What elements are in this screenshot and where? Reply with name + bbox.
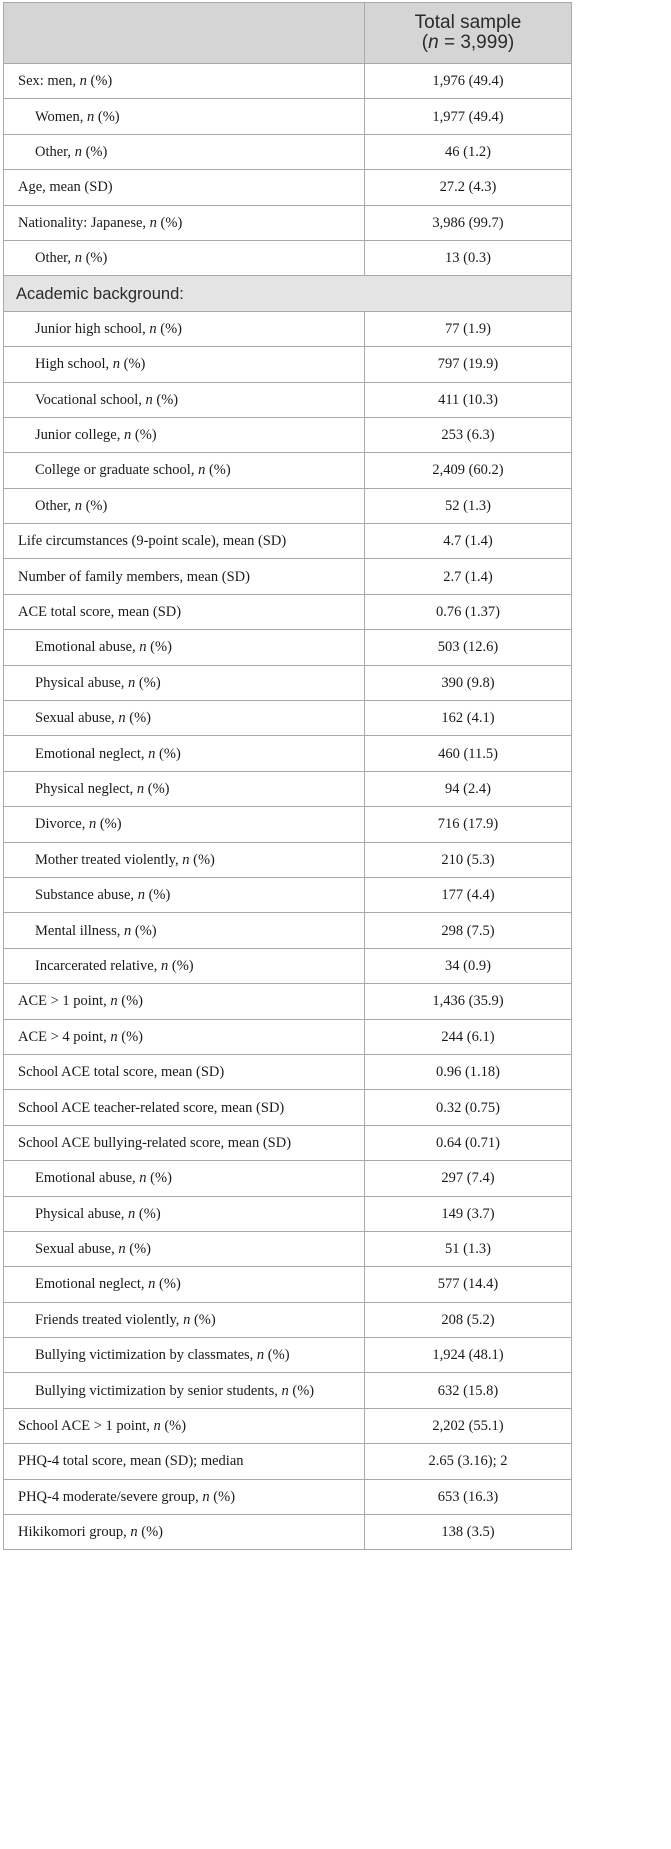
- row-label-text: Junior college,: [35, 427, 124, 444]
- row-value: 4.7 (1.4): [365, 524, 572, 559]
- n-symbol: n: [124, 427, 132, 444]
- row-label-text: Emotional neglect,: [35, 1276, 149, 1293]
- row-label-suffix: (%): [205, 462, 231, 479]
- row-value: 460 (11.5): [365, 736, 572, 771]
- row-value: 244 (6.1): [365, 1019, 572, 1054]
- row-value: 577 (14.4): [365, 1267, 572, 1302]
- table-row: [4, 1302, 572, 1337]
- row-label-suffix: (%): [131, 427, 157, 444]
- table-row: [4, 807, 572, 842]
- row-label-suffix: (%): [190, 1311, 216, 1328]
- row-label-text: Mother treated violently,: [35, 851, 183, 868]
- row-label-text: School ACE > 1 point,: [18, 1418, 154, 1435]
- row-value: 390 (9.8): [365, 665, 572, 700]
- n-symbol: n: [124, 922, 132, 939]
- row-value: 2.7 (1.4): [365, 559, 572, 594]
- row-label: [4, 701, 365, 736]
- row-label: [4, 1267, 365, 1302]
- row-label: [4, 524, 365, 559]
- n-symbol: n: [74, 143, 82, 160]
- row-label: [4, 1479, 365, 1514]
- header-total-sample: [365, 3, 572, 64]
- table-row: [4, 1019, 572, 1054]
- table-row: [4, 1444, 572, 1479]
- row-value: 210 (5.3): [365, 842, 572, 877]
- row-value: 0.32 (0.75): [365, 1090, 572, 1125]
- row-label: [4, 807, 365, 842]
- table-row: [4, 665, 572, 700]
- n-symbol: n: [118, 710, 126, 727]
- row-value: 52 (1.3): [365, 488, 572, 523]
- row-label: [4, 630, 365, 665]
- row-value: 1,436 (35.9): [365, 984, 572, 1019]
- table-header: [4, 3, 572, 64]
- row-label-text: Sexual abuse,: [35, 710, 119, 727]
- row-label: [4, 382, 365, 417]
- row-label: [4, 1196, 365, 1231]
- row-label: [4, 877, 365, 912]
- row-label: [4, 488, 365, 523]
- row-label: [4, 984, 365, 1019]
- row-value: 77 (1.9): [365, 311, 572, 346]
- row-label-text: Physical neglect,: [35, 781, 137, 797]
- row-label-suffix: (%): [288, 1382, 315, 1399]
- row-value: 411 (10.3): [365, 382, 572, 417]
- row-label: [4, 99, 365, 134]
- n-symbol: n: [74, 497, 82, 514]
- table-body: [4, 64, 572, 1550]
- n-symbol: n: [130, 1524, 138, 1541]
- row-label: [4, 240, 365, 275]
- row-value: 1,976 (49.4): [365, 64, 572, 99]
- row-label-text: Age, mean (SD): [18, 179, 113, 196]
- row-value: 0.76 (1.37): [365, 594, 572, 629]
- row-label: [4, 1090, 365, 1125]
- row-label-suffix: (%): [135, 1205, 161, 1222]
- n-symbol: n: [128, 1205, 136, 1222]
- row-label-text: School ACE bullying-related score, mean (SD): [18, 1134, 292, 1151]
- table-row: [4, 205, 572, 240]
- table-row: [4, 1515, 572, 1550]
- row-label: [4, 64, 365, 99]
- n-symbol: n: [139, 1170, 147, 1187]
- n-symbol: n: [148, 745, 156, 762]
- row-label-text: ACE total score, mean (SD): [18, 604, 182, 621]
- table-row: [4, 701, 572, 736]
- row-label: [4, 736, 365, 771]
- row-label-suffix: (%): [209, 1488, 236, 1505]
- row-label-suffix: (%): [81, 143, 108, 160]
- row-value: 3,986 (99.7): [365, 205, 572, 240]
- header-n-symbol: n: [428, 32, 439, 53]
- row-label: [4, 1019, 365, 1054]
- row-label: [4, 1125, 365, 1160]
- n-symbol: n: [136, 781, 145, 797]
- table-row: [4, 134, 572, 169]
- row-label: [4, 1054, 365, 1089]
- table-row: [4, 1231, 572, 1266]
- row-value: 0.96 (1.18): [365, 1054, 572, 1089]
- n-symbol: n: [110, 1028, 118, 1045]
- n-symbol: n: [149, 214, 157, 231]
- table-row: [4, 382, 572, 417]
- table-row: [4, 453, 572, 488]
- row-value: 632 (15.8): [365, 1373, 572, 1408]
- table-row: [4, 1161, 572, 1196]
- n-symbol: n: [198, 462, 206, 479]
- row-label: [4, 842, 365, 877]
- row-label: [4, 594, 365, 629]
- n-symbol: n: [183, 1311, 191, 1328]
- row-label-text: Emotional neglect,: [35, 745, 149, 762]
- row-label-suffix: (%): [94, 108, 120, 125]
- table-row: [4, 630, 572, 665]
- row-label-text: Bullying victimization by classmates,: [35, 1347, 257, 1364]
- row-label-text: Hikikomori group,: [18, 1524, 131, 1541]
- row-value: 253 (6.3): [365, 417, 572, 452]
- row-value: 797 (19.9): [365, 347, 572, 382]
- n-symbol: n: [182, 851, 190, 868]
- row-label-suffix: (%): [125, 1241, 151, 1258]
- table-row: [4, 1196, 572, 1231]
- row-label-text: College or graduate school,: [35, 462, 199, 479]
- row-label-text: Other,: [35, 250, 75, 267]
- row-label-suffix: (%): [155, 745, 181, 762]
- row-label: [4, 1338, 365, 1373]
- row-label-text: Physical abuse,: [35, 1205, 129, 1222]
- row-value: 716 (17.9): [365, 807, 572, 842]
- table-row: [4, 1338, 572, 1373]
- row-label-text: Number of family members, mean (SD): [18, 568, 250, 585]
- row-label-text: Emotional abuse,: [35, 1170, 140, 1187]
- row-label: [4, 453, 365, 488]
- row-label-text: School ACE teacher-related score, mean (SD): [18, 1099, 285, 1116]
- table-row: [4, 488, 572, 523]
- row-label: [4, 347, 365, 382]
- row-label: [4, 913, 365, 948]
- n-symbol: n: [88, 816, 97, 833]
- row-label: [4, 134, 365, 169]
- row-label-text: ACE > 1 point,: [18, 993, 111, 1010]
- n-symbol: n: [153, 1418, 161, 1435]
- row-label-suffix: (%): [96, 816, 122, 833]
- table-row: [4, 170, 572, 205]
- row-label-suffix: (%): [137, 1524, 163, 1541]
- table-row: [4, 771, 572, 806]
- row-label: [4, 665, 365, 700]
- table-row: [4, 736, 572, 771]
- row-label: [4, 1231, 365, 1266]
- header-blank-cell: [4, 3, 365, 64]
- n-symbol: n: [74, 250, 82, 267]
- row-label-text: Bullying victimization by senior students,: [35, 1382, 282, 1399]
- section-heading: Academic background:: [4, 276, 572, 311]
- row-value: 2,409 (60.2): [365, 453, 572, 488]
- n-symbol: n: [281, 1382, 289, 1399]
- row-value: 2,202 (55.1): [365, 1408, 572, 1443]
- row-label-text: Divorce,: [35, 816, 89, 833]
- table-row: [4, 1267, 572, 1302]
- row-value: 46 (1.2): [365, 134, 572, 169]
- n-symbol: n: [202, 1488, 210, 1505]
- row-label: [4, 948, 365, 983]
- table-row: [4, 1479, 572, 1514]
- table-row: [4, 842, 572, 877]
- n-symbol: n: [110, 993, 118, 1010]
- table-row: [4, 524, 572, 559]
- header-row: [4, 3, 572, 64]
- row-label-suffix: (%): [152, 391, 179, 408]
- row-label-text: Other,: [35, 143, 75, 160]
- row-label: [4, 559, 365, 594]
- n-symbol: n: [137, 887, 145, 904]
- row-label-suffix: (%): [117, 1028, 143, 1045]
- characteristics-table: [3, 2, 572, 1550]
- header-open-paren: (: [421, 32, 429, 53]
- table-row: [4, 877, 572, 912]
- header-line2: [422, 32, 514, 53]
- n-symbol: n: [256, 1347, 265, 1364]
- row-label: [4, 771, 365, 806]
- row-label-text: Junior high school,: [35, 320, 150, 337]
- row-label-suffix: (%): [81, 497, 108, 514]
- row-value: 2.65 (3.16); 2: [365, 1444, 572, 1479]
- row-label-text: PHQ-4 moderate/severe group,: [18, 1488, 203, 1505]
- table-row: [4, 347, 572, 382]
- table-row: [4, 64, 572, 99]
- table-row: [4, 913, 572, 948]
- table-row: [4, 417, 572, 452]
- n-symbol: n: [149, 320, 157, 337]
- row-label: [4, 311, 365, 346]
- row-label-text: Mental illness,: [35, 922, 125, 939]
- row-label-text: School ACE total score, mean (SD): [18, 1064, 225, 1081]
- row-label-text: PHQ-4 total score, mean (SD); median: [18, 1453, 244, 1470]
- row-label-suffix: (%): [125, 710, 151, 727]
- row-label-suffix: (%): [156, 214, 183, 231]
- n-symbol: n: [148, 1276, 156, 1293]
- row-label-suffix: (%): [146, 1170, 172, 1187]
- row-label-suffix: (%): [144, 781, 170, 797]
- row-label-suffix: (%): [189, 851, 215, 868]
- header-n-value: = 3,999): [438, 32, 515, 53]
- row-value: 34 (0.9): [365, 948, 572, 983]
- n-symbol: n: [160, 957, 169, 974]
- row-label: [4, 1408, 365, 1443]
- table-row: [4, 594, 572, 629]
- row-label-suffix: (%): [135, 674, 161, 691]
- row-label-suffix: (%): [144, 887, 171, 904]
- row-label-suffix: (%): [131, 922, 157, 939]
- n-symbol: n: [128, 674, 136, 691]
- section-row: [4, 276, 572, 311]
- table-row: [4, 1373, 572, 1408]
- row-label-text: Emotional abuse,: [35, 639, 140, 656]
- table-row: [4, 948, 572, 983]
- row-label-text: Sex: men,: [18, 73, 80, 90]
- row-value: 94 (2.4): [365, 771, 572, 806]
- table-row: [4, 559, 572, 594]
- row-label-text: Physical abuse,: [35, 674, 129, 691]
- table-row: [4, 240, 572, 275]
- row-value: 149 (3.7): [365, 1196, 572, 1231]
- row-value: 653 (16.3): [365, 1479, 572, 1514]
- row-label: [4, 1161, 365, 1196]
- row-label: [4, 1444, 365, 1479]
- row-label-suffix: (%): [81, 250, 108, 267]
- table-row: [4, 1090, 572, 1125]
- table-row: [4, 1125, 572, 1160]
- row-label-text: Friends treated violently,: [35, 1311, 184, 1328]
- row-label-suffix: (%): [160, 1418, 187, 1435]
- row-label-text: Women,: [35, 108, 87, 125]
- row-label-suffix: (%): [155, 1276, 181, 1293]
- table-row: [4, 984, 572, 1019]
- row-label-text: Substance abuse,: [35, 887, 138, 904]
- row-value: 138 (3.5): [365, 1515, 572, 1550]
- row-value: 27.2 (4.3): [365, 170, 572, 205]
- header-line1: Total sample: [414, 12, 522, 33]
- row-value: 208 (5.2): [365, 1302, 572, 1337]
- table-row: [4, 1408, 572, 1443]
- row-value: 51 (1.3): [365, 1231, 572, 1266]
- row-label: [4, 1373, 365, 1408]
- row-label-text: Incarcerated relative,: [35, 957, 161, 974]
- row-label-suffix: (%): [146, 639, 172, 656]
- row-value: 177 (4.4): [365, 877, 572, 912]
- row-label-suffix: (%): [168, 957, 194, 974]
- row-label: [4, 1515, 365, 1550]
- row-label-text: Sexual abuse,: [35, 1241, 119, 1258]
- row-label-text: Other,: [35, 497, 75, 514]
- n-symbol: n: [87, 108, 95, 125]
- row-label: [4, 417, 365, 452]
- row-value: 503 (12.6): [365, 630, 572, 665]
- n-symbol: n: [145, 391, 153, 408]
- n-symbol: n: [79, 73, 87, 90]
- table-row: [4, 311, 572, 346]
- row-label: [4, 205, 365, 240]
- row-label-suffix: (%): [156, 320, 183, 337]
- row-label-text: Life circumstances (9-point scale), mean (SD): [18, 533, 287, 550]
- row-label-text: Vocational school,: [35, 391, 146, 408]
- row-value: 162 (4.1): [365, 701, 572, 736]
- row-label-text: Nationality: Japanese,: [18, 214, 150, 231]
- row-label-suffix: (%): [119, 356, 146, 373]
- table-row: [4, 99, 572, 134]
- row-label-suffix: (%): [86, 73, 113, 90]
- row-label-suffix: (%): [264, 1347, 290, 1364]
- n-symbol: n: [139, 639, 147, 656]
- row-label-text: High school,: [35, 356, 113, 373]
- row-label-suffix: (%): [117, 993, 143, 1010]
- row-value: 297 (7.4): [365, 1161, 572, 1196]
- row-label-text: ACE > 4 point,: [18, 1028, 111, 1045]
- n-symbol: n: [118, 1241, 126, 1258]
- n-symbol: n: [112, 356, 120, 373]
- row-value: 298 (7.5): [365, 913, 572, 948]
- row-value: 13 (0.3): [365, 240, 572, 275]
- row-value: 0.64 (0.71): [365, 1125, 572, 1160]
- table-row: [4, 1054, 572, 1089]
- row-label: [4, 170, 365, 205]
- row-value: 1,977 (49.4): [365, 99, 572, 134]
- row-value: 1,924 (48.1): [365, 1338, 572, 1373]
- row-label: [4, 1302, 365, 1337]
